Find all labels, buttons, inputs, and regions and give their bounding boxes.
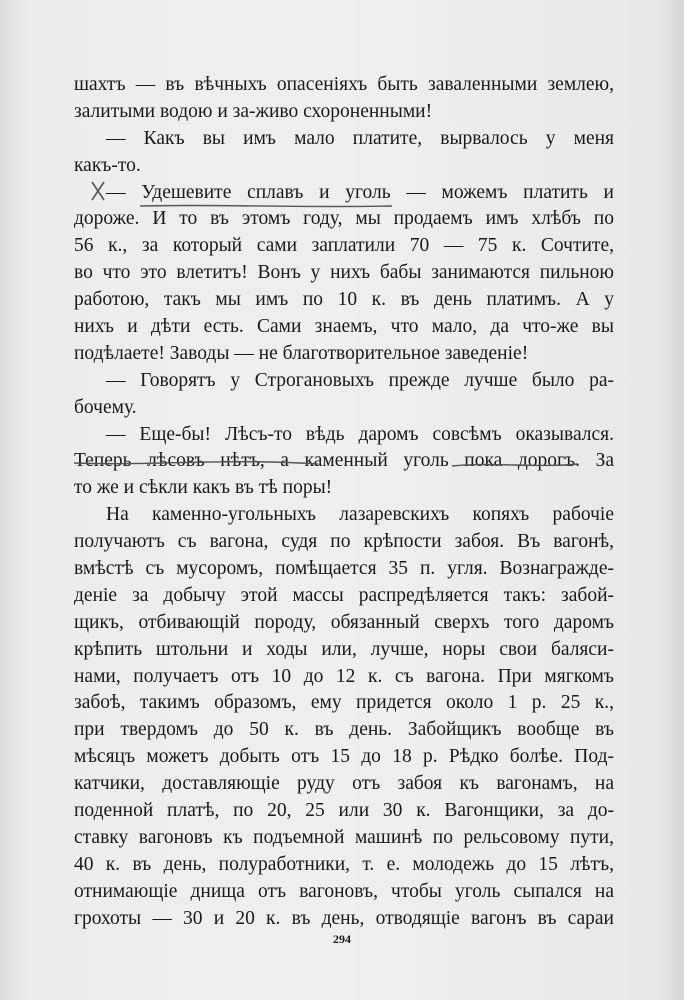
text-line: во что это влетитъ! Вонъ у нихъ бабы занимаются пильною <box>74 262 614 284</box>
text-line: катчики, доставляющіе руду отъ забоя къ вагонамъ, на <box>74 773 614 795</box>
text-line: дороже. И то въ этомъ году, мы продаемъ имъ хлѣбъ по <box>74 208 614 230</box>
text-line: 40 к. въ день, полуработники, т. е. молодежь до 15 лѣтъ, <box>74 853 614 875</box>
text-line: — Говорятъ у Строгановыхъ прежде лучше было ра- <box>106 369 614 391</box>
text-line: нихъ и дѣти есть. Сами знаемъ, что мало, да что-же вы <box>74 316 614 338</box>
text-line: мѣсяцъ можетъ добыть отъ 15 до 18 р. Рѣдко болѣе. Под- <box>74 746 614 768</box>
body-text <box>74 72 614 933</box>
text-line: крѣпить штольни и ходы или, лучше, норы свои баляси- <box>74 638 614 660</box>
text-line: нами, получаетъ отъ 10 до 12 к. съ вагона. При мягкомъ <box>74 665 614 687</box>
text-line: при твердомъ до 50 к. въ день. Забойщикъ вообще въ <box>74 719 614 741</box>
text-line: На каменно-угольныхъ лазаревскихъ копяхъ рабочіе <box>106 504 614 526</box>
text-line: бочему. <box>74 396 137 418</box>
text-line: Теперь лѣсовъ нѣтъ, а каменный уголь пока дорогъ. За <box>74 450 614 472</box>
text-line: отнимающіе днища отъ вагоновъ, чтобы уголь сыпался на <box>74 880 614 902</box>
text-line: — Какъ вы имъ мало платите, вырвалось у меня <box>106 127 614 149</box>
text-line: деніе за добычу этой массы распредѣляется такъ: забой- <box>74 584 614 606</box>
text-line: — Еще-бы! Лѣсъ-то вѣдь даромъ совсѣмъ оказывался. <box>106 423 614 445</box>
text-line: залитыми водою и за-живо схороненными! <box>74 100 433 122</box>
text-line: забоѣ, такимъ образомъ, ему придется около 1 р. 25 к., <box>74 692 614 714</box>
text-line: какъ-то. <box>74 154 141 176</box>
text-line: то же и сѣкли какъ въ тѣ поры! <box>74 477 333 499</box>
text-line: работою, такъ мы имъ по 10 к. въ день платимъ. А у <box>74 289 614 311</box>
text-line: шахтъ — въ вѣчныхъ опасеніяхъ быть заваленными землею, <box>74 74 614 95</box>
page-number: 294 <box>333 932 351 946</box>
text-line: вмѣстѣ съ мусоромъ, помѣщается 35 п. угля. Вознагражде- <box>74 558 614 580</box>
text-line: подѣлаете! Заводы — не благотворительное заведеніе! <box>74 342 529 364</box>
text-line: ставку вагоновъ къ подъемной машинѣ по рельсовому пути, <box>74 826 614 848</box>
text-line: грохоты — 30 и 20 к. въ день, отводящіе вагонъ въ сараи <box>74 907 614 929</box>
text-line: получаютъ съ вагона, судя по крѣпости забоя. Въ вагонѣ, <box>74 531 614 553</box>
text-line: 56 к., за который сами заплатили 70 — 75 к. Сочтите, <box>74 235 614 257</box>
text-line: щикъ, отбивающій породу, обязанный сверхъ того даромъ <box>74 611 614 633</box>
text-line: — Удешевите сплавъ и уголь — можемъ платить и <box>106 181 614 203</box>
text-line: поденной платѣ, по 20, 25 или 30 к. Вагонщики, за до- <box>74 800 614 822</box>
